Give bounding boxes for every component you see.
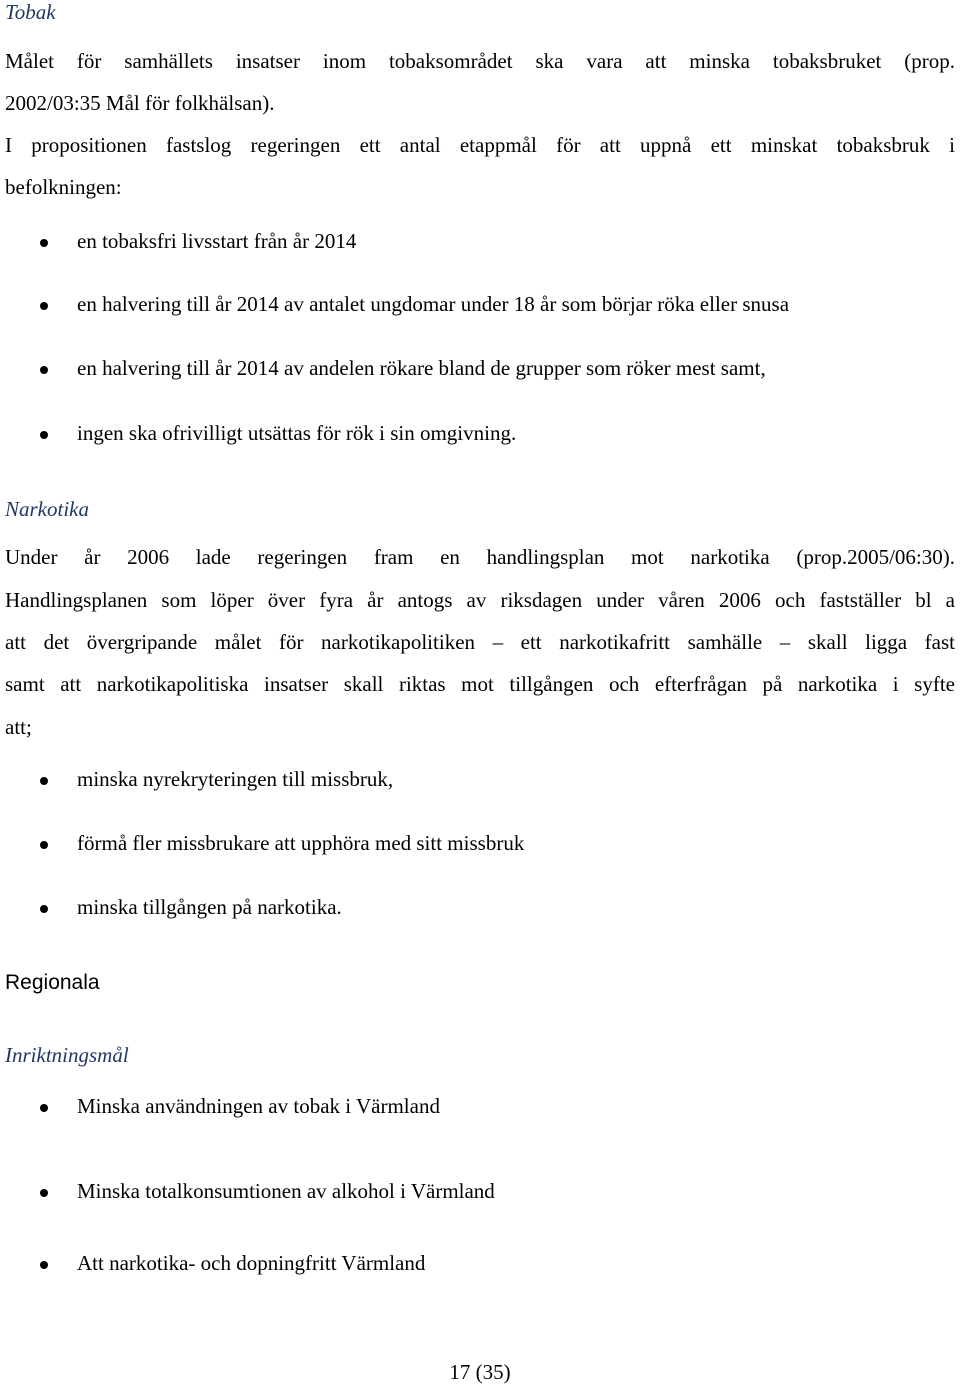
- bullet-icon: [40, 905, 48, 913]
- section-heading-tobak: Tobak: [5, 0, 56, 24]
- list-item-text: förmå fler missbrukare att upphöra med sitt missbruk: [77, 831, 525, 855]
- paragraph-line: I propositionen fastslog regeringen ett antal etappmål för att uppnå ett minskat tobaksbruk i: [5, 133, 955, 157]
- bullet-icon: [40, 841, 48, 849]
- list-item-text: Minska totalkonsumtionen av alkohol i Värmland: [77, 1179, 495, 1203]
- section-heading-narkotika: Narkotika: [5, 497, 89, 521]
- section-heading-regionala: Regionala: [5, 971, 100, 994]
- list-item-text: minska tillgången på narkotika.: [77, 895, 342, 919]
- paragraph-line: Handlingsplanen som löper över fyra år antogs av riksdagen under våren 2006 och fastställer bl a: [5, 588, 955, 612]
- list-item-text: en halvering till år 2014 av andelen rökare bland de grupper som röker mest samt,: [77, 356, 766, 380]
- list-item-text: ingen ska ofrivilligt utsättas för rök i sin omgivning.: [77, 421, 517, 445]
- list-item-text: en halvering till år 2014 av antalet ungdomar under 18 år som börjar röka eller snusa: [77, 292, 790, 316]
- subheading-inriktningsmal: Inriktningsmål: [5, 1043, 129, 1067]
- bullet-icon: [40, 366, 48, 374]
- list-item-text: en tobaksfri livsstart från år 2014: [77, 229, 357, 253]
- paragraph-line: att det övergripande målet för narkotikapolitiken – ett narkotikafritt samhälle – skall ligga fast: [5, 630, 955, 654]
- list-item-text: Minska användningen av tobak i Värmland: [77, 1094, 440, 1118]
- bullet-icon: [40, 777, 48, 785]
- paragraph-line: befolkningen:: [5, 175, 122, 199]
- list-item-text: Att narkotika- och dopningfritt Värmland: [77, 1251, 426, 1275]
- bullet-icon: [40, 431, 48, 439]
- bullet-icon: [40, 1261, 48, 1269]
- paragraph-line: 2002/03:35 Mål för folkhälsan).: [5, 91, 275, 115]
- bullet-icon: [40, 1104, 48, 1112]
- bullet-icon: [40, 302, 48, 310]
- paragraph-line: Målet för samhällets insatser inom tobaksområdet ska vara att minska tobaksbruket (prop.: [5, 49, 955, 73]
- bullet-icon: [40, 239, 48, 247]
- paragraph-line: Under år 2006 lade regeringen fram en handlingsplan mot narkotika (prop.2005/06:30).: [5, 545, 955, 569]
- bullet-icon: [40, 1189, 48, 1197]
- page-number: 17 (35): [449, 1360, 511, 1384]
- list-item-text: minska nyrekryteringen till missbruk,: [77, 767, 394, 791]
- paragraph-line: samt att narkotikapolitiska insatser skall riktas mot tillgången och efterfrågan på narkotika i syfte: [5, 672, 955, 696]
- paragraph-line: att;: [5, 715, 32, 739]
